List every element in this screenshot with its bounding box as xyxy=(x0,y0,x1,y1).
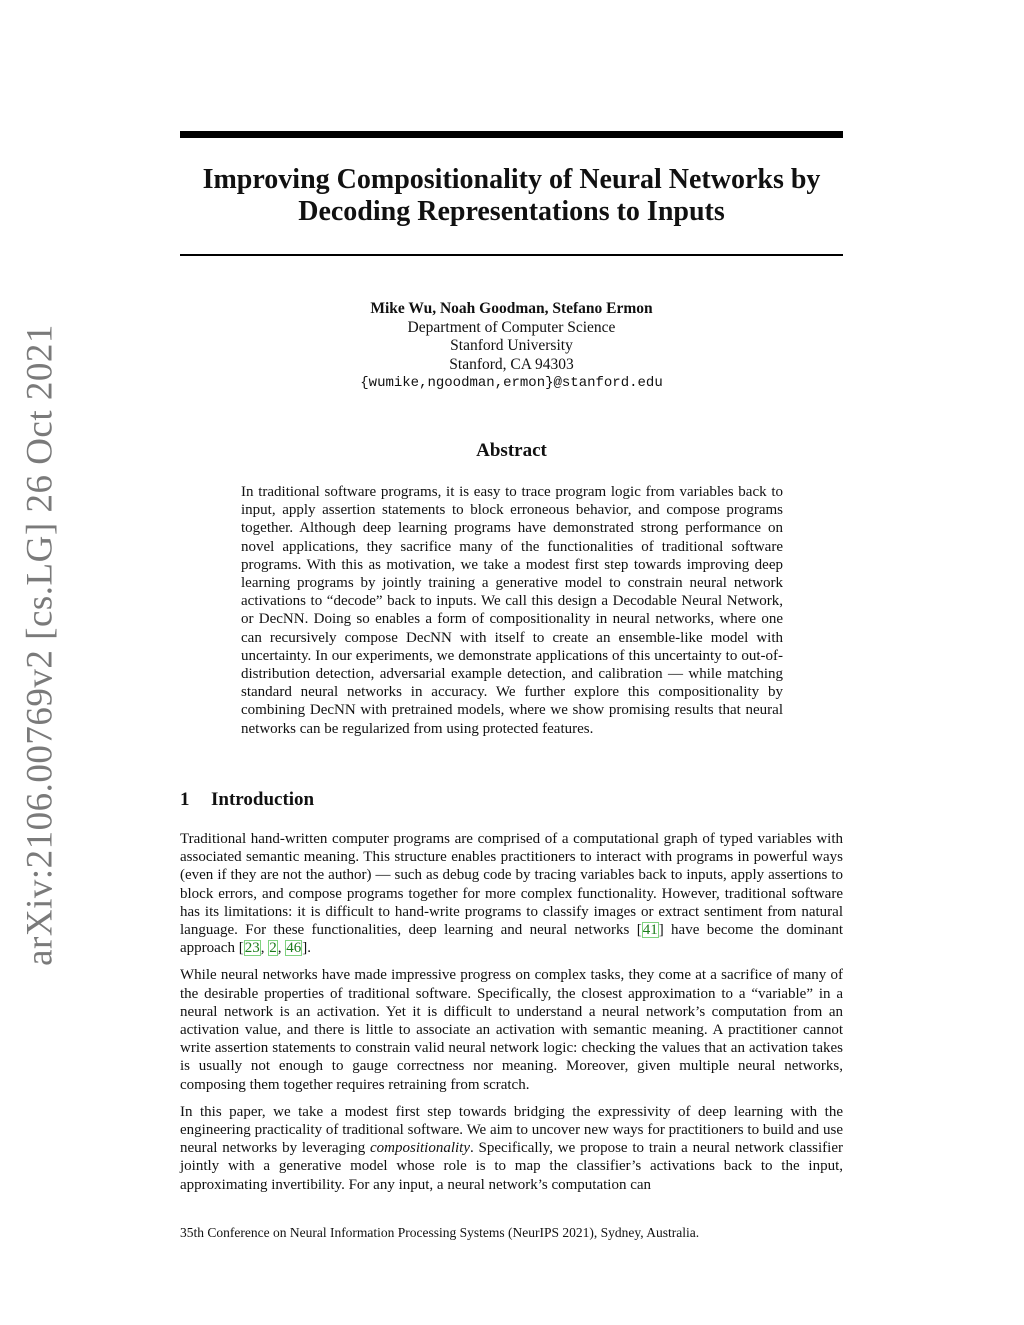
paragraph-text: In this paper, we take a modest first step towards bridging the expressivity of deep learning with the engineering practicality of traditional software. We aim to uncover new ways for practitioners to build and use neural networks by leveraging xyxy=(180,1103,843,1157)
author-university: Stanford University xyxy=(450,337,573,354)
citation-link[interactable]: 23 xyxy=(244,940,260,957)
citation-link[interactable]: 2 xyxy=(269,940,277,957)
author-department: Department of Computer Science xyxy=(407,318,616,336)
author-location: Stanford, CA 94303 xyxy=(449,355,574,373)
emphasis-text: compositionality xyxy=(370,1140,470,1157)
title-line-2: Decoding Representations to Inputs xyxy=(298,196,725,227)
citation-separator: , xyxy=(260,940,269,957)
title-rule-bottom xyxy=(180,254,843,256)
paper-title xyxy=(180,164,843,228)
title-line-1: Improving Compositionality of Neural Networks by xyxy=(202,164,821,195)
abstract-text: In traditional software programs, it is easy to trace program logic from variables back to input, apply assertion statements to block erroneous behavior, and compose programs together. Although deep learning programs have demonstrated strong performance on novel applications, they sacrifice many of the functionalities of traditional software programs. With this as motivation, we take a modest first step towards improving deep learning programs by jointly training a generative model to constrain neural network activations to “decode” back to inputs. We call this design a Decodable Neural Network, or DecNN. Doing so enables a form of compositionality in neural networks, where one can recursively compose DecNN with itself to create an ensemble-like model with uncertainty. In our experiments, we demonstrate applications of this uncertainty to out-of-distribution detection, adversarial example detection, and calibration — while matching standard neural networks in accuracy. We further explore this compositionality by combining DecNN with pretrained models, where we show promising results that neural networks can be regularized from using protected features. xyxy=(241,484,783,737)
introduction-body xyxy=(180,830,843,1203)
conference-footnote: 35th Conference on Neural Information Processing Systems (NeurIPS 2021), Sydney, Australia. xyxy=(180,1225,700,1240)
section-heading-introduction xyxy=(180,789,314,811)
paragraph-text: ] have become the dominant approach [ xyxy=(180,922,843,957)
author-block xyxy=(180,300,843,393)
paragraph-text: . Specifically, we propose to train a neural network classifier jointly with a generative model whose role is to map the classifier’s activations back to the input, approximating invertibility. For any input, a neural network’s computation can xyxy=(180,1140,843,1193)
section-number: 1 xyxy=(180,789,190,810)
title-rule-top xyxy=(180,131,843,138)
paragraph-text: Traditional hand-written computer programs are comprised of a computational graph of typed variables with associated semantic meaning. This structure enables practitioners to interact with programs in powerful ways (even if they are not the author) — such as debug code by tracing variables back to inputs, apply assertions to block errors, and compose programs together for more complex functionality. However, traditional software has its limitations: it is difficult to hand-write programs to classify images or extract sentiment from natural language. For these functionalities, deep learning and neural networks [ xyxy=(180,831,843,939)
intro-paragraph-1 xyxy=(180,830,843,957)
citation-link[interactable]: 46 xyxy=(286,940,302,957)
arxiv-identifier: arXiv:2106.00769v2 [cs.LG] 26 Oct 2021 xyxy=(19,324,61,966)
abstract-heading: Abstract xyxy=(476,440,547,461)
author-email: {wumike,ngoodman,ermon}@stanford.edu xyxy=(360,375,663,391)
section-title: Introduction xyxy=(211,789,315,810)
intro-paragraph-3 xyxy=(180,1103,843,1194)
citation-link[interactable]: 41 xyxy=(642,922,658,939)
intro-paragraph-2: While neural networks have made impressive progress on complex tasks, they come at a sacrifice of many of the desirable properties of traditional software. Specifically, the closest approximation to a “variable” in a neural network is an activation. Yet it is difficult to understand a neural network’s computation from an activation value, and there is little to associate an activation with semantic meaning. A practitioner cannot write assertion statements to constrain valid neural network logic: checking the values that an activation takes is usually not enough to gauge correctness nor meaning. Moreover, given multiple neural networks, composing them together requires retraining from scratch. xyxy=(180,967,843,1093)
author-names: Mike Wu, Noah Goodman, Stefano Ermon xyxy=(370,300,653,317)
paragraph-text: ]. xyxy=(302,940,311,957)
citation-separator: , xyxy=(277,940,286,957)
